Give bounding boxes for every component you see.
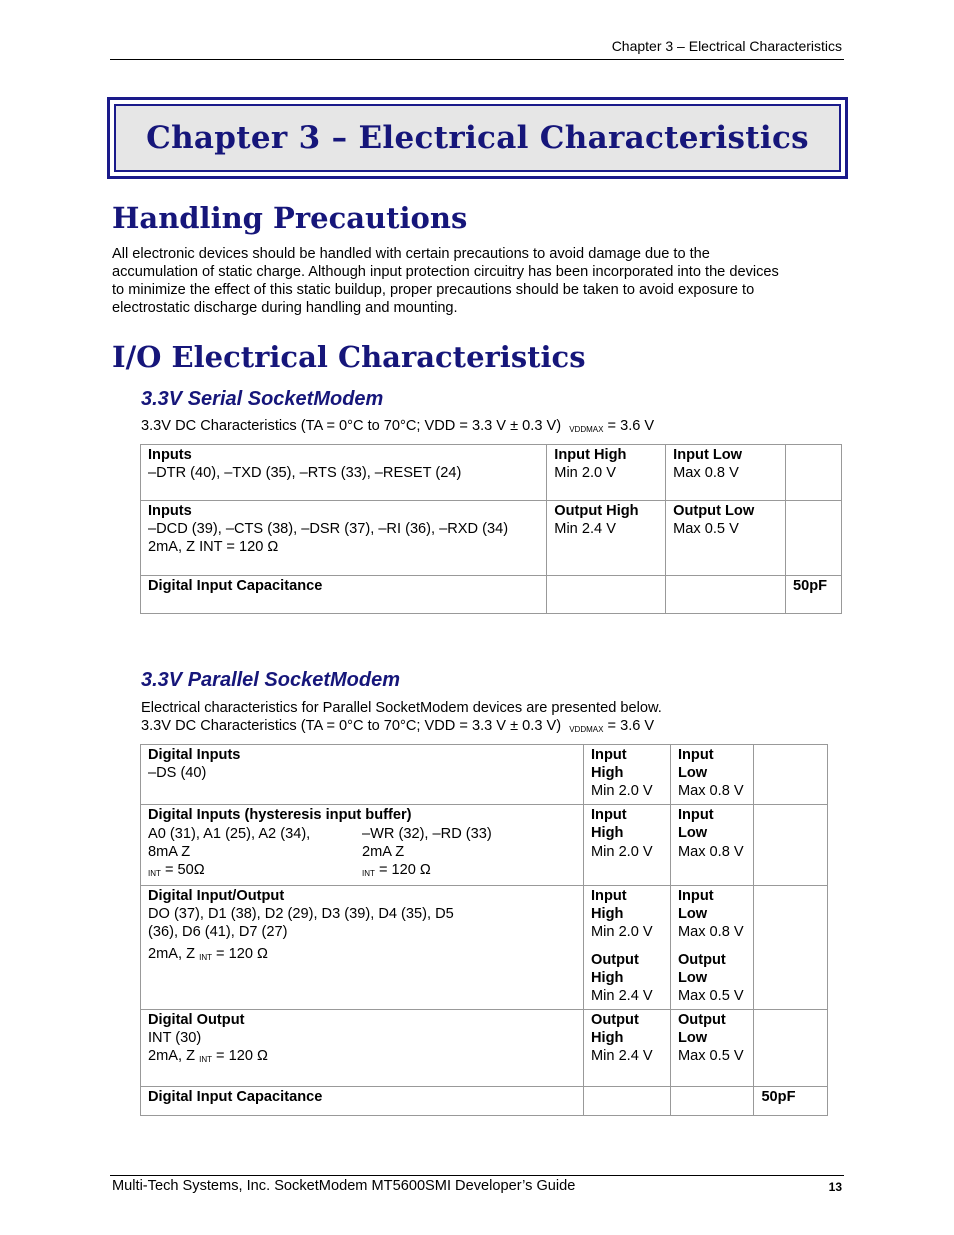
table-row: Digital Input Capacitance 50pF [141, 576, 842, 614]
handling-heading: Handling Precautions [112, 201, 468, 235]
table-row: Inputs –DTR (40), –TXD (35), –RTS (33), –RESET (24) Input High Min 2.0 V Input Low Max 0.8 V [141, 445, 842, 501]
table-row: Inputs –DCD (39), –CTS (38), –DSR (37), –RI (36), –RXD (34) 2mA, Z INT = 120 Ω Output High Min 2.4 V Output Low Max 0.5 V [141, 501, 842, 576]
chapter-title-box [107, 97, 848, 179]
table-row: Digital Input/Output DO (37), D1 (38), D2 (29), D3 (39), D4 (35), D5 (36), D6 (41), D7 (27) 2mA, Z INT = 120 Ω Input High Min 2.0 V Output High Min 2.4 V Input Low Max 0.8 V Output Low Max 0.5 V [141, 886, 828, 1010]
running-header: Chapter 3 – Electrical Characteristics [611, 38, 842, 54]
page-number: 13 [828, 1180, 842, 1194]
table-row: Digital Inputs (hysteresis input buffer) A0 (31), A1 (25), A2 (34), –WR (32), –RD (33) 8mA Z INT = 50Ω 2mA Z INT = 120 Ω Input High Min 2.0 V Input Low Max 0.8 V [141, 805, 828, 886]
chapter-title: Chapter 3 – Electrical Characteristics [146, 120, 809, 156]
table-row: Digital Input Capacitance 50pF [141, 1087, 828, 1116]
parallel-intro: Electrical characteristics for Parallel SocketModem devices are presented below. [141, 700, 662, 716]
header-rule [110, 59, 844, 60]
footer-rule [110, 1175, 844, 1176]
parallel-dc-line: 3.3V DC Characteristics (TA = 0°C to 70°C; VDD = 3.3 V ± 0.3 V) VDDMAX = 3.6 V [141, 718, 655, 734]
table-row: Digital Inputs –DS (40) Input High Min 2.0 V Input Low Max 0.8 V [141, 745, 828, 805]
table-row: Digital Output INT (30) 2mA, Z INT = 120 Ω Output High Min 2.4 V Output Low Max 0.5 V [141, 1010, 828, 1087]
handling-body: All electronic devices should be handled with certain precautions to avoid damage due to the accumulation of static charge. Although input protection circuitry has been incorporated into the devices to minimize the effect of this static buildup, proper precautions should be taken to avoid exposure to electrostatic discharge during handling and mounting. [112, 246, 779, 316]
parallel-table [140, 744, 828, 1116]
io-heading: I/O Electrical Characteristics [112, 340, 586, 374]
serial-table [140, 444, 842, 614]
serial-heading: 3.3V Serial SocketModem [141, 388, 384, 410]
serial-dc-line: 3.3V DC Characteristics (TA = 0°C to 70°C; VDD = 3.3 V ± 0.3 V) VDDMAX = 3.6 V [141, 418, 655, 434]
parallel-heading: 3.3V Parallel SocketModem [141, 669, 401, 691]
footer-text: Multi-Tech Systems, Inc. SocketModem MT5600SMI Developer’s Guide [112, 1178, 576, 1194]
